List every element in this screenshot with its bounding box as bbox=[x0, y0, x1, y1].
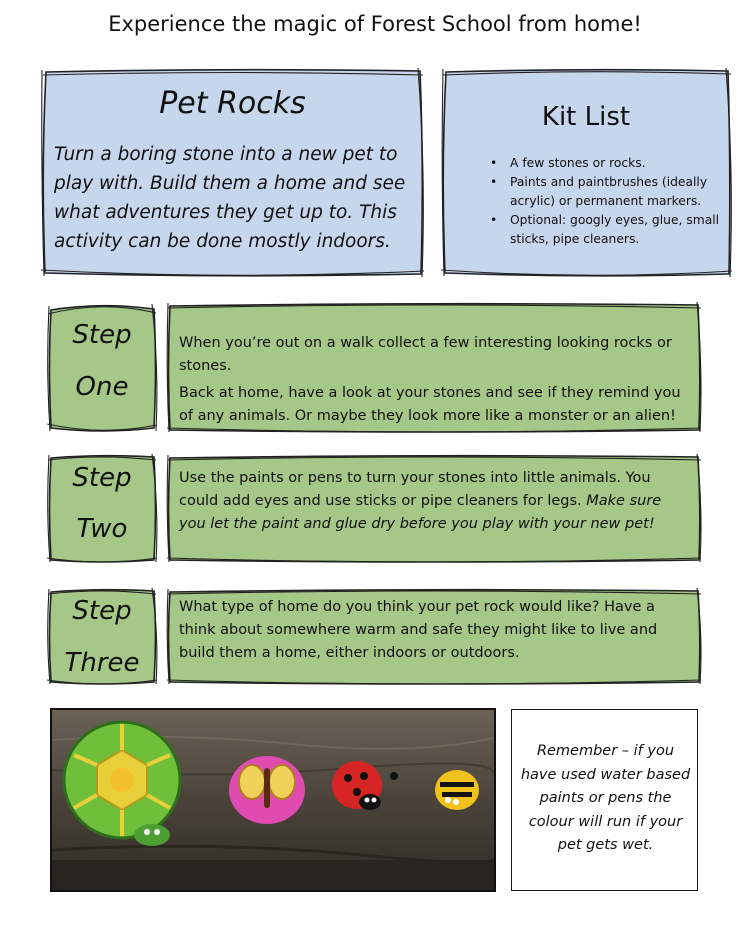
page-header: Experience the magic of Forest School from home! bbox=[108, 12, 642, 36]
intro-title: Pet Rocks bbox=[159, 86, 306, 121]
reminder-box bbox=[511, 709, 698, 891]
bullet-icon: • bbox=[490, 156, 498, 170]
step-three-label-bottom: Three bbox=[64, 648, 140, 678]
intro-text: Turn a boring stone into a new pet to play with. Build them a home and see what adventures they get up to. This activity can be done mostly indoors. bbox=[54, 144, 406, 252]
step-two-text bbox=[179, 467, 691, 536]
kit-list-item: • Paints and paintbrushes (ideally acrylic) or permanent markers. bbox=[490, 175, 708, 208]
step-two-plain-text: Use the paints or pens to turn your stones into little animals. You could add eyes and use sticks or pipe cleaners for legs. bbox=[179, 470, 651, 509]
pet-rocks-photo bbox=[50, 708, 496, 892]
kit-list-panel bbox=[440, 66, 732, 278]
step-one-label-bottom: One bbox=[75, 372, 129, 402]
step-one-label-top: Step bbox=[72, 320, 132, 350]
intro-panel bbox=[40, 66, 425, 278]
butterfly-rock bbox=[229, 756, 305, 824]
step-three-paragraph: What type of home do you think your pet rock would like? Have a think about somewhere warm and safe they might like to live and build them a home, either indoors or outdoors. bbox=[179, 599, 658, 661]
bee-rock bbox=[435, 770, 479, 810]
kit-list-item: • Optional: googly eyes, glue, small sticks, pipe cleaners. bbox=[490, 213, 720, 246]
step-two-emphasis-text: Make sure you let the paint and glue dry before you play with your new pet! bbox=[179, 493, 662, 532]
bullet-icon: • bbox=[490, 175, 498, 189]
step-one-text bbox=[179, 332, 691, 432]
kit-list bbox=[488, 154, 724, 249]
step-three-text bbox=[179, 596, 691, 669]
step-three-label-top: Step bbox=[72, 596, 132, 626]
step-two-label-bottom: Two bbox=[76, 514, 128, 544]
reminder-text: Remember – if you have used water based paints or pens the colour will run if your pet gets wet. bbox=[520, 743, 691, 853]
kit-list-item: • A few stones or rocks. bbox=[488, 154, 724, 173]
step-one-paragraph: When you’re out on a walk collect a few interesting looking rocks or stones. bbox=[179, 335, 672, 374]
bullet-icon: • bbox=[490, 213, 498, 227]
kit-list-title: Kit List bbox=[541, 102, 631, 132]
step-one-paragraph: Back at home, have a look at your stones and see if they remind you of any animals. Or maybe they look more like a monster or an alien! bbox=[179, 385, 681, 424]
step-two-label-top: Step bbox=[72, 463, 132, 493]
pet-rocks-illustration bbox=[52, 710, 494, 890]
